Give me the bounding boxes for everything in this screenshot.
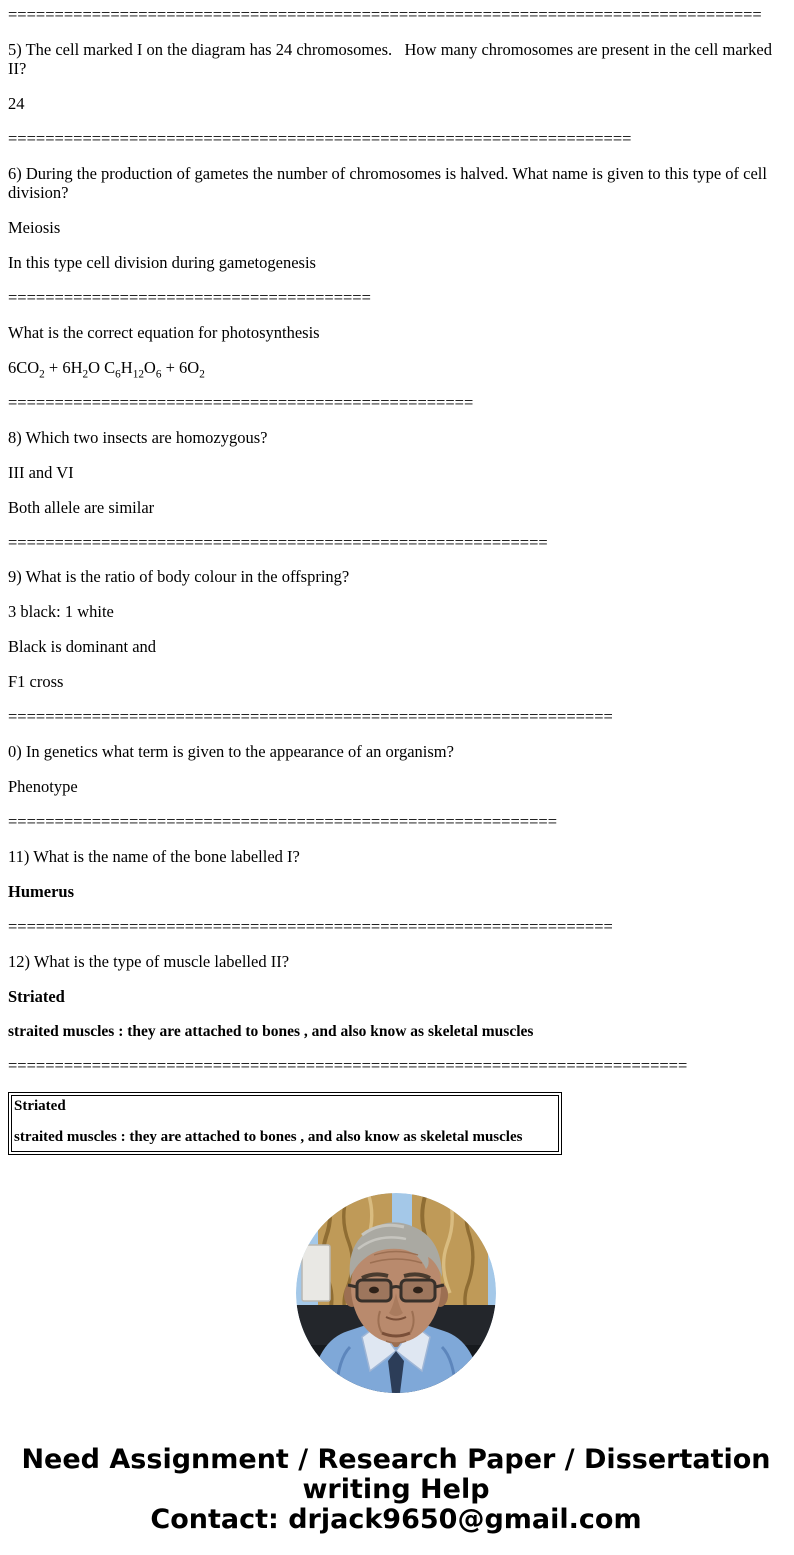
answer-11: Humerus [8,882,74,902]
answer-12-note: straited muscles : they are attached to bones , and also know as skeletal muscles [8,1023,534,1041]
footer-advert [8,1445,784,1535]
question-11: 11) What is the name of the bone labelled I? [8,847,300,867]
answer-6: Meiosis [8,217,61,237]
answer-5: 24 [8,93,25,113]
box-line-1: Striated [14,1097,66,1114]
footer-line-1: Need Assignment / Research Paper / Dissertation [21,1444,771,1476]
question-6: 6) During the production of gametes the number of chromosomes is halved. What name is given to this type of cell division? [8,163,767,202]
portrait-photo-container [8,1193,784,1393]
question-5: 5) The cell marked I on the diagram has 24 chromosomes. How many chromosomes are present in the cell marked II? [8,39,777,78]
answer-8-note: Both allele are similar [8,497,155,517]
separator: ========================================================== [8,533,548,552]
separator: ================================================================================= [8,6,762,24]
separator: ================================================================= [8,918,613,937]
striated-answer-box [8,1092,562,1156]
separator: ================================================== [8,393,474,412]
separator: ======================================= [8,288,371,307]
answer-9-note-2: F1 cross [8,672,64,692]
question-12: 12) What is the type of muscle labelled II? [8,952,290,972]
separator: ================================================================= [8,708,613,727]
answer-9-note-1: Black is dominant and [8,637,157,657]
separator: =================================================================== [8,129,632,148]
answer-10: Phenotype [8,777,78,797]
question-8: 8) Which two insects are homozygous? [8,427,268,447]
striated-answer-box-inner [11,1095,559,1153]
question-7: What is the correct equation for photosynthesis [8,322,320,342]
question-10: 0) In genetics what term is given to the appearance of an organism? [8,742,454,762]
box-line-2: straited muscles : they are attached to bones , and also know as skeletal muscles [14,1129,523,1146]
portrait-photo [296,1193,496,1393]
separator: ========================================================================= [8,1056,688,1075]
answer-6-note: In this type cell division during gametogenesis [8,252,316,272]
answer-12: Striated [8,987,65,1007]
answer-9: 3 black: 1 white [8,602,114,622]
footer-contact-email: Contact: drjack9650@gmail.com [150,1504,642,1536]
photosynthesis-equation: $6CO_2 + 6H_2O$ $C_6H_{12}O_6 + 6O_2$ [8,357,205,380]
question-9: 9) What is the ratio of body colour in the offspring? [8,567,350,587]
answer-8: III and VI [8,462,74,482]
separator: =========================================================== [8,813,558,832]
footer-line-2: writing Help [302,1474,490,1506]
